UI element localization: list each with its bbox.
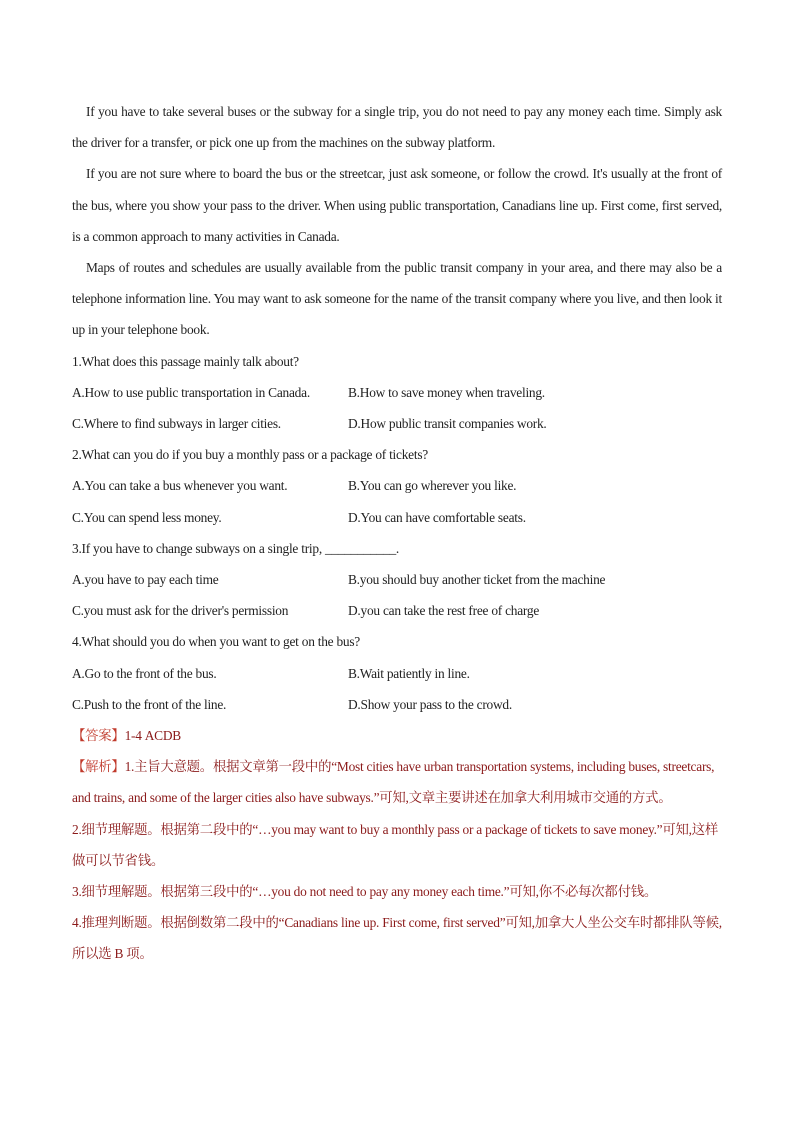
answer-label: 【答案】: [72, 728, 125, 744]
answer-text: 1-4 ACDB: [124, 728, 181, 744]
question-1-option-b: B.How to save money when traveling.: [348, 384, 545, 400]
question-3-option-b: B.you should buy another ticket from the machine: [348, 572, 606, 588]
question-4-option-d: D.Show your pass to the crowd.: [348, 696, 512, 712]
explanation-label: 【解析】: [72, 759, 125, 775]
question-2-stem: 2.What can you do if you buy a monthly pass or a package of tickets?: [72, 447, 428, 463]
question-2-option-a: A.You can take a bus whenever you want.: [72, 478, 288, 494]
question-2-option-c: C.You can spend less money.: [72, 509, 222, 525]
question-3-option-a: A.you have to pay each time: [72, 572, 219, 588]
question-3-options: [72, 564, 722, 626]
question-4-options: [72, 658, 722, 720]
question-3-stem: 3.If you have to change subways on a single trip, ___________.: [72, 540, 400, 556]
document-page: [72, 96, 722, 970]
explanation-item-4: 4.推理判断题。根据倒数第二段中的“Canadians line up. First come, first served”可知,加拿大人坐公交车时都排队等候,所以选 B 项。: [72, 915, 722, 962]
explanation-item-2: 2.细节理解题。根据第二段中的“…you may want to buy a monthly pass or a package of tickets to save money.”可知,这样做可以节省钱。: [72, 821, 719, 868]
question-1-option-d: D.How public transit companies work.: [348, 416, 547, 432]
question-4-stem: 4.What should you do when you want to get on the bus?: [72, 634, 360, 650]
question-2-option-d: D.You can have comfortable seats.: [348, 509, 526, 525]
explanation-item-3: 3.细节理解题。根据第三段中的“…you do not need to pay any money each time.”可知,你不必每次都付钱。: [72, 884, 657, 900]
passage-paragraph-3: Maps of routes and schedules are usually available from the public transit company in your area, and there may also be a telephone information line. You may want to ask someone for the name of the transit company where you live, and then look it up in your telephone book.: [72, 260, 722, 338]
question-2-options: [72, 470, 722, 532]
question-2-option-b: B.You can go wherever you like.: [348, 478, 517, 494]
question-1-option-c: C.Where to find subways in larger cities.: [72, 416, 281, 432]
question-4-option-b: B.Wait patiently in line.: [348, 665, 470, 681]
question-3-option-c: C.you must ask for the driver's permission: [72, 603, 289, 619]
question-3-option-d: D.you can take the rest free of charge: [348, 603, 540, 619]
passage-paragraph-2: If you are not sure where to board the bus or the streetcar, just ask someone, or follow the crowd. It's usually at the front of the bus, where you show your pass to the driver. When using public transportation, Canadians line up. First come, first served, is a common approach to many activities in Canada.: [72, 166, 722, 244]
explanation-text-1: 1.主旨大意题。根据文章第一段中的“Most cities have urban transportation systems, including buses, streetcars, and trains, and some of the larger cities also have subways.”可知,文章主要讲述在加拿大利用城市交通的方式。: [72, 759, 715, 806]
explanation-item-1: [72, 751, 722, 813]
question-4-option-a: A.Go to the front of the bus.: [72, 665, 217, 681]
answer-line: [72, 720, 722, 751]
question-1-options: [72, 377, 722, 439]
passage-paragraph-1: If you have to take several buses or the subway for a single trip, you do not need to pay any money each time. Simply ask the driver for a transfer, or pick one up from the machines on the subway platform.: [72, 104, 722, 151]
question-4-option-c: C.Push to the front of the line.: [72, 696, 227, 712]
question-1-stem: 1.What does this passage mainly talk about?: [72, 353, 299, 369]
question-1-option-a: A.How to use public transportation in Canada.: [72, 384, 310, 400]
